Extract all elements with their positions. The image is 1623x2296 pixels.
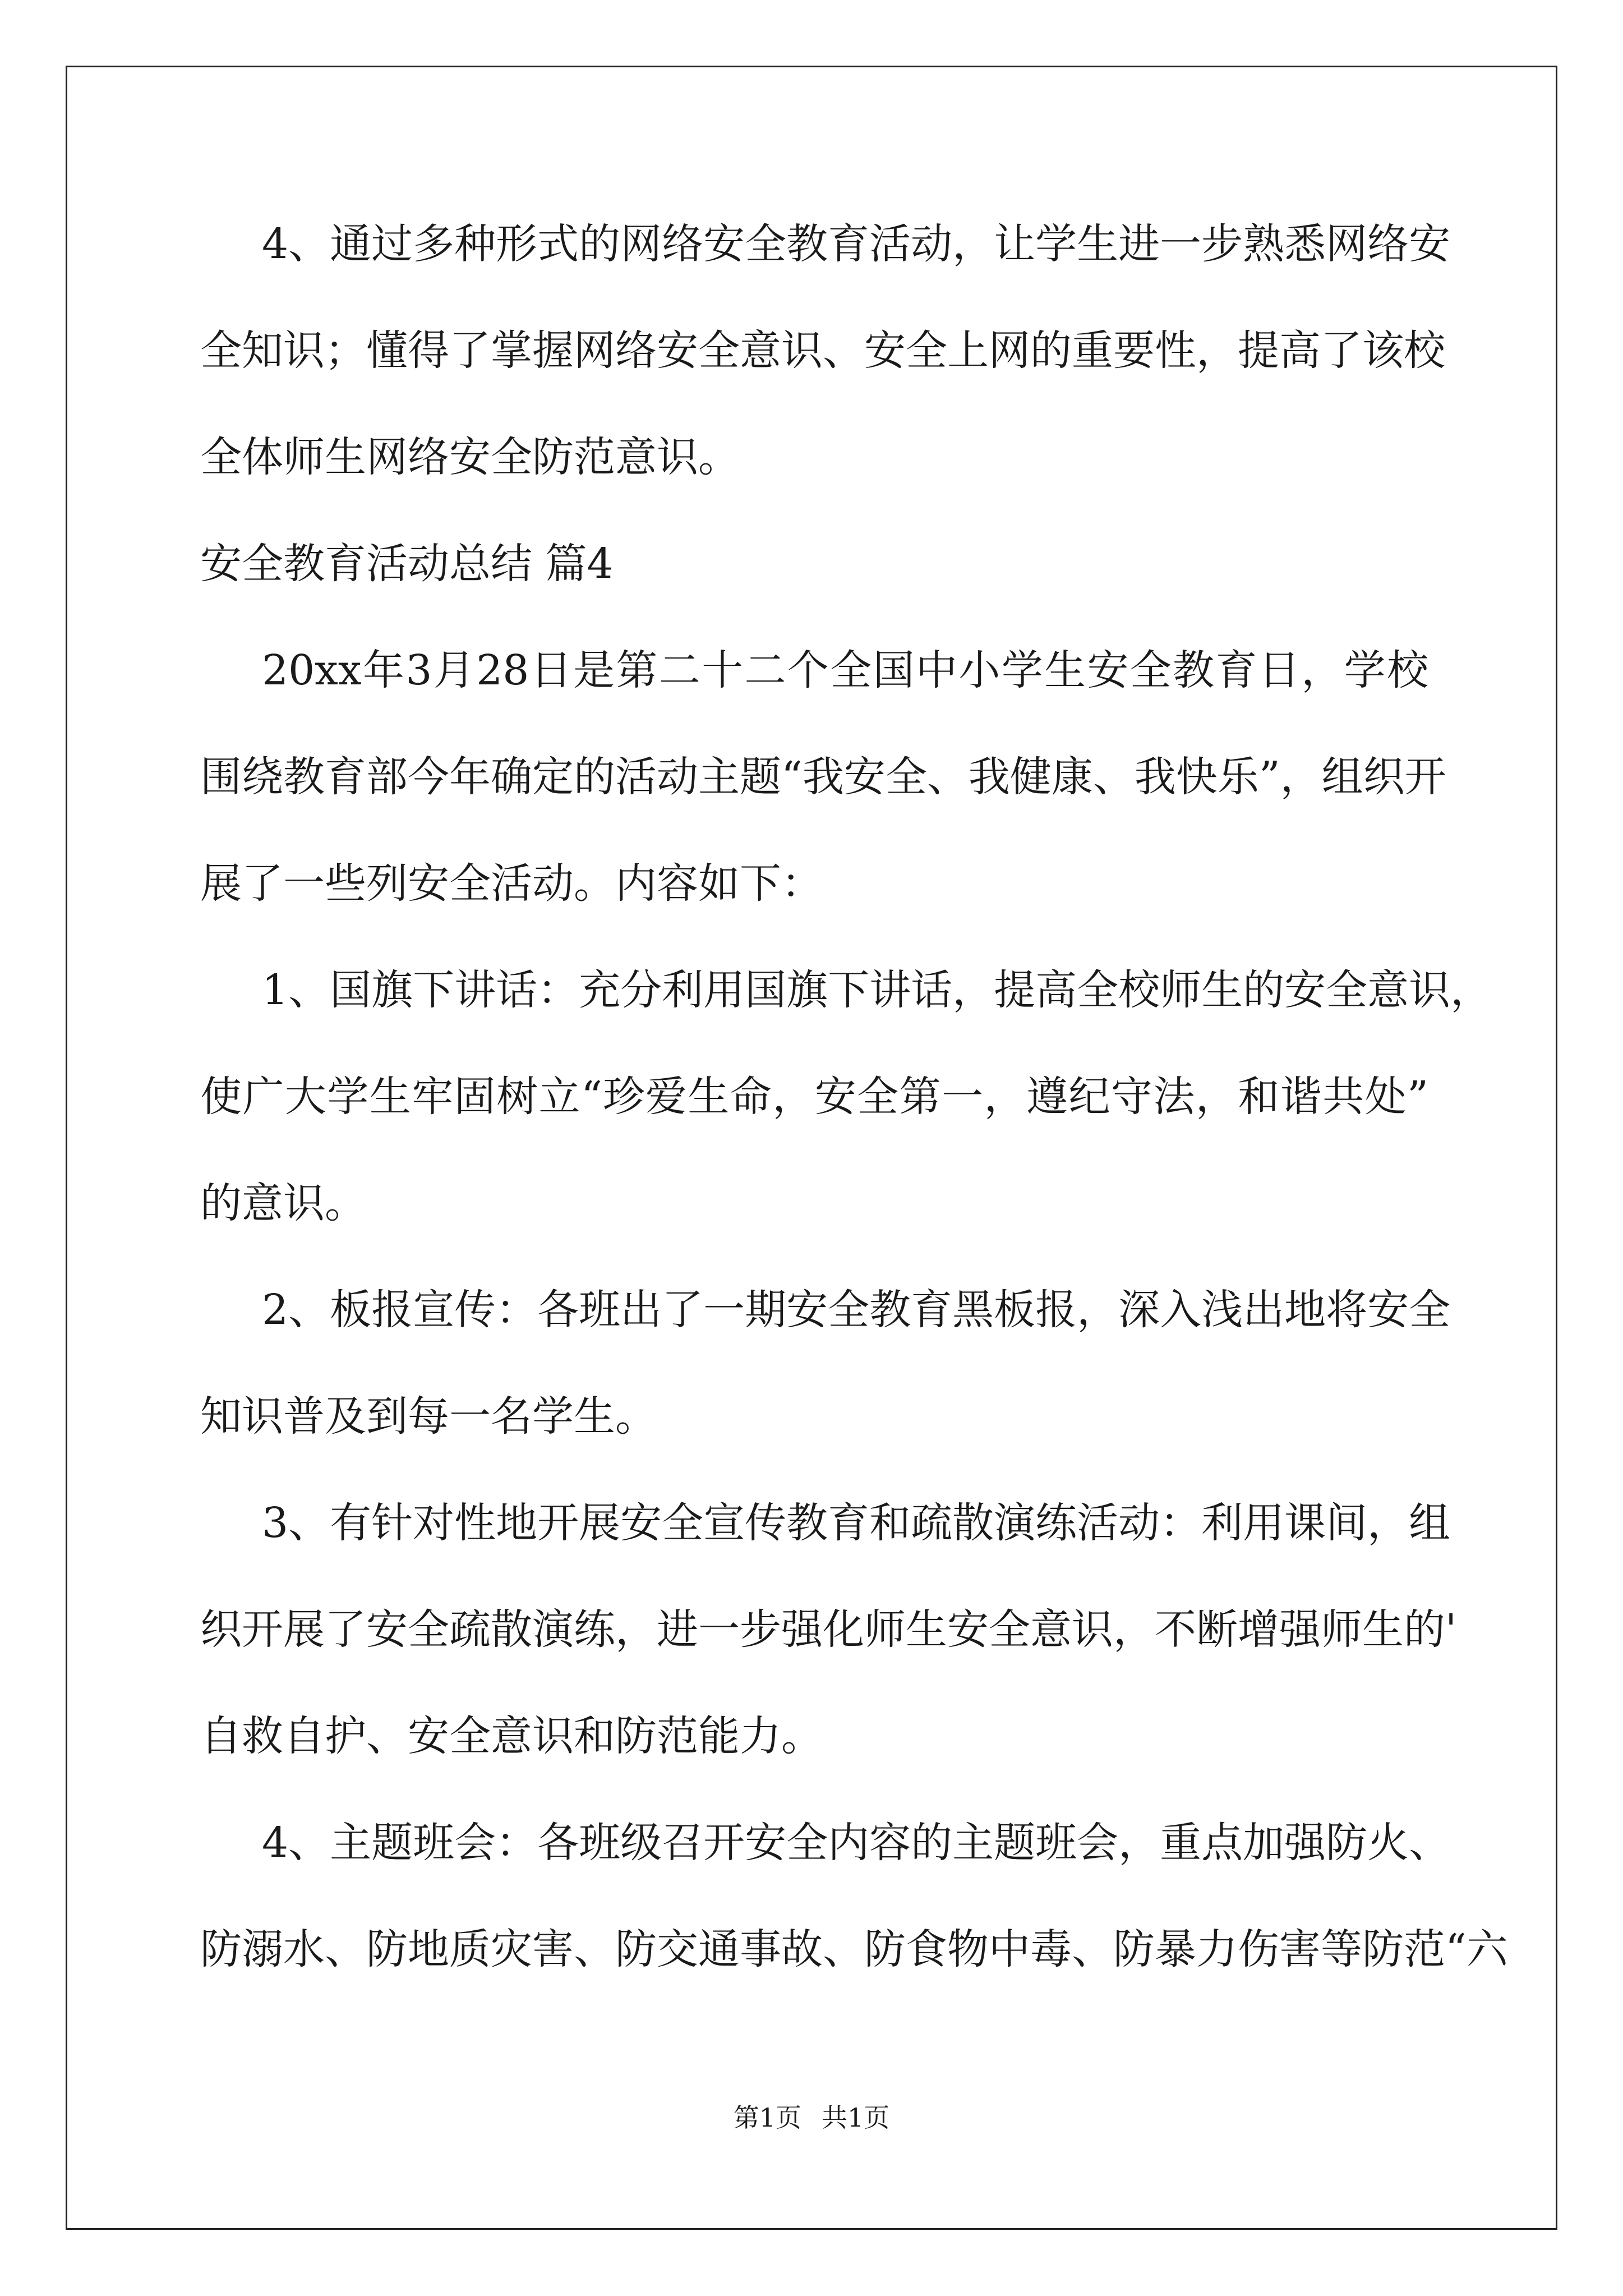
paragraph-line: 全体师生网络安全防范意识。 <box>200 433 740 481</box>
paragraph-line: 知识普及到每一名学生。 <box>200 1392 657 1441</box>
paragraph-line: 的意识。 <box>200 1179 366 1227</box>
paragraph-line: 4、通过多种形式的网络安全教育活动，让学生进一步熟悉网络安 <box>262 220 1451 268</box>
paragraph-line: 全知识；懂得了掌握网络安全意识、安全上网的重要性，提高了该校 <box>200 326 1445 375</box>
paragraph-line: 使广大学生牢固树立“珍爱生命，安全第一，遵纪守法，和谐共处” <box>200 1073 1428 1121</box>
paragraph-line: 4、主题班会：各班级召开安全内容的主题班会，重点加强防火、 <box>262 1819 1451 1867</box>
paragraph-line: 织开展了安全疏散演练，进一步强化师生安全意识，不断增强师生的' <box>200 1605 1457 1654</box>
page-footer <box>0 2101 1623 2134</box>
paragraph-line: 展了一些列安全活动。内容如下： <box>200 859 823 908</box>
paragraph-line: 围绕教育部今年确定的活动主题“我安全、我健康、我快乐”，组织开 <box>200 753 1446 801</box>
page-border <box>66 66 1557 2230</box>
paragraph-line: 自救自护、安全意识和防范能力。 <box>200 1712 823 1760</box>
paragraph-line: 3、有针对性地开展安全宣传教育和疏散演练活动：利用课间，组 <box>262 1499 1451 1547</box>
page-total: 共1页 <box>822 2102 890 2133</box>
section-heading: 安全教育活动总结 篇4 <box>200 540 614 588</box>
page-number: 第1页 <box>733 2102 801 2133</box>
paragraph-line: 2、板报宣传：各班出了一期安全教育黑板报，深入浅出地将安全 <box>262 1286 1451 1334</box>
paragraph-line: 防溺水、防地质灾害、防交通事故、防食物中毒、防暴力伤害等防范“六 <box>200 1925 1508 1973</box>
paragraph-line: 20xx年3月28日是第二十二个全国中小学生安全教育日，学校 <box>262 646 1428 694</box>
paragraph-line: 1、国旗下讲话：充分利用国旗下讲话，提高全校师生的安全意识， <box>262 966 1492 1014</box>
